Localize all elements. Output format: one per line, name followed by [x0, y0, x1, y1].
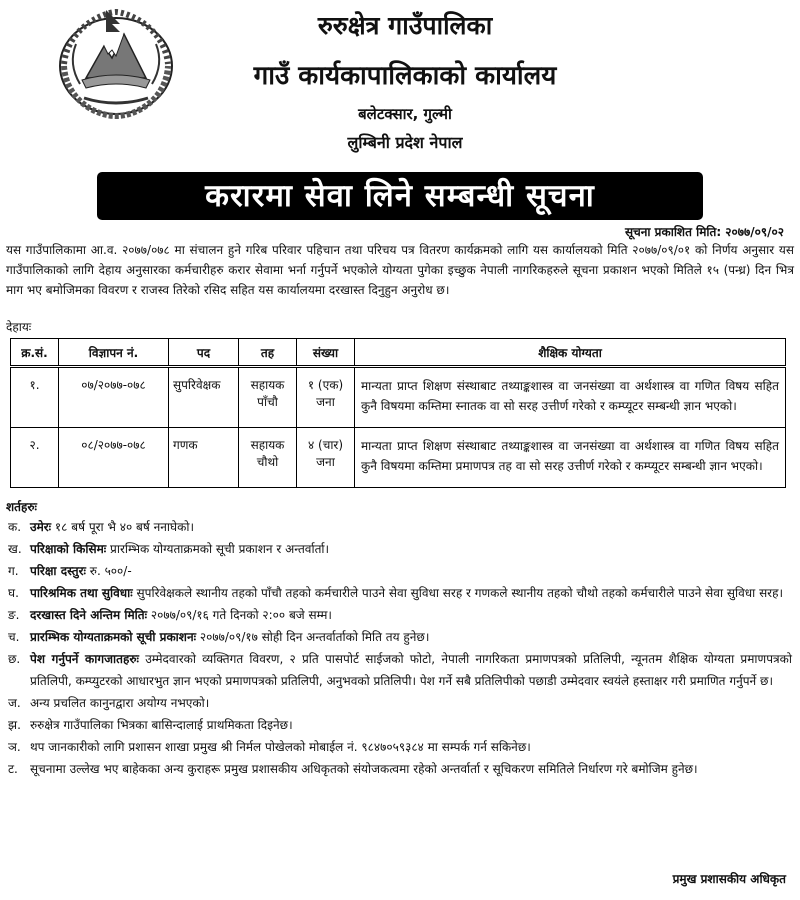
list-item [4, 714, 792, 736]
list-item [4, 736, 792, 758]
signature-title: प्रमुख प्रशासकीय अधिकृत [672, 872, 786, 886]
term-label: क. [8, 520, 22, 534]
term-label: ख. [8, 542, 22, 556]
term-label: घ. [8, 586, 19, 600]
header-serial: क्र.सं. [11, 339, 59, 367]
header-qualification: शैक्षिक योग्यता [355, 339, 786, 367]
term-label: झ. [8, 718, 21, 732]
office-address: बलेटक्सार, गुल्मी [358, 105, 452, 123]
list-item [4, 538, 792, 560]
cell-level: सहायक चौथो [239, 428, 297, 488]
term-title: उमेरः [30, 520, 52, 534]
list-item [4, 604, 792, 626]
term-label: ङ. [8, 608, 20, 622]
cell-adv-no: ०७/२०७७-०७८ [59, 367, 169, 428]
province-name: लुम्बिनी प्रदेश नेपाल [347, 133, 463, 152]
vacancy-table [10, 338, 786, 488]
office-name: गाउँ कार्यकापालिकाको कार्यालय [253, 61, 557, 91]
term-label: छ. [8, 652, 21, 666]
cell-count: ४ (चार) जना [297, 428, 355, 488]
header-post: पद [169, 339, 239, 367]
term-text: अन्य प्रचलित कानुनद्वारा अयोग्य नभएको। [30, 696, 210, 710]
cell-post: सुपरिवेक्षक [169, 367, 239, 428]
list-item [4, 648, 792, 692]
term-text: उम्मेदवारको व्यक्तिगत विवरण, २ प्रति पासपोर्ट साईजको फोटो, नेपाली नागरिकता प्रमाणपत्रको प्रतिलिपी, न्यूनतम शैक्षिक योग्यता प्रमाणपत्रको प्रतिलिपी, कम्प्युटरको आधारभुत ज्ञान भएको प्रमाणपत्रको प्रतिलिपी, अनुभवको प्रतिलिपी। पेश गर्ने सबै प्रतिलिपीको पछाडी उम्मेदवार स्वयंले हस्ताक्षर गरी प्रमाणित गर्नुपर्ने छ। [30, 652, 792, 688]
term-text: २०७७/०९/१७ सोही दिन अन्तर्वार्ताको मिति तय हुनेछ। [199, 630, 430, 644]
cell-qualification: मान्यता प्राप्त शिक्षण संस्थाबाट तथ्याङ्कशास्त्र वा जनसंख्या वा अर्थशास्त्र वा गणित विषय सहित कुनै विषयमा कम्तिमा स्नातक वा सो सरह उत्तीर्ण गरेको र कम्प्यूटर सम्बन्धी ज्ञान भएको। [355, 367, 786, 428]
term-text: २०७७/०९/१६ गते दिनको २:०० बजे सम्म। [150, 608, 332, 622]
term-text: सुपरिवेक्षकले स्थानीय तहको पाँचौ तहको कर्मचारीले पाउने सेवा सुविधा सरह र गणकले स्थानीय तहको चौथो तहको कर्मचारीले पाउने सेवा सुविधा सरह। [136, 586, 784, 600]
list-item [4, 758, 792, 780]
table-row [11, 367, 786, 428]
term-title: परिक्षा दस्तुरः [30, 564, 86, 578]
term-title: प्रारम्भिक योग्यताक्रमको सूची प्रकाशनः [30, 630, 197, 644]
table-row [11, 428, 786, 488]
term-text: सूचनामा उल्लेख भए बाहेकका अन्य कुराहरू प्रमुख प्रशासकीय अधिकृतको संयोजकत्वमा रहेको अन्तर्वार्ता र सूचिकरण समितिले निर्धारण गरे बमोजिम हुनेछ। [30, 762, 698, 776]
term-text: थप जानकारीको लागि प्रशासन शाखा प्रमुख श्री निर्मल पोखेलको मोबाईल नं. ९८४७०५९३८४ मा सम्पर्क गर्न सकिनेछ। [30, 740, 531, 754]
cell-serial: १. [11, 367, 59, 428]
cell-post: गणक [169, 428, 239, 488]
term-title: दरखास्त दिने अन्तिम मितिः [30, 608, 148, 622]
list-item [4, 626, 792, 648]
term-label: ञ. [8, 740, 21, 754]
term-title: पारिश्रमिक तथा सुविधाः [30, 586, 133, 600]
term-text: १८ बर्ष पूरा भै ४० बर्ष ननाघेको। [54, 520, 195, 534]
term-label: ग. [8, 564, 19, 578]
header-adv-no: विज्ञापन नं. [59, 339, 169, 367]
notice-title-banner: करारमा सेवा लिने सम्बन्धी सूचना [97, 172, 703, 220]
term-text: रुरुक्षेत्र गाउँपालिका भित्रका बासिन्दालाई प्राथमिकता दिइनेछ। [30, 718, 293, 732]
list-item [4, 582, 792, 604]
dehaay-label: देहायः [6, 320, 32, 334]
cell-count: १ (एक) जना [297, 367, 355, 428]
list-item [4, 516, 792, 538]
list-item [4, 560, 792, 582]
term-title: परिक्षाको किसिमः [30, 542, 107, 556]
cell-level: सहायक पाँचौ [239, 367, 297, 428]
list-item [4, 692, 792, 714]
table-header-row [11, 339, 786, 367]
cell-serial: २. [11, 428, 59, 488]
term-label: ज. [8, 696, 21, 710]
cell-qualification: मान्यता प्राप्त शिक्षण संस्थाबाट तथ्याङ्कशास्त्र वा जनसंख्या वा अर्थशास्त्र वा गणित विषय सहित कुनै विषयमा कम्तिमा प्रमाणपत्र तह वा सो सरह उत्तीर्ण गरेको र कम्प्यूटर सम्बन्धी ज्ञान भएको। [355, 428, 786, 488]
nepal-government-emblem-icon [46, 4, 186, 122]
header-level: तह [239, 339, 297, 367]
term-text: रु. ५००/- [89, 564, 132, 578]
intro-paragraph: यस गाउँपालिकामा आ.व. २०७७/०७८ मा संचालन हुने गरिब परिवार पहिचान तथा परिचय पत्र वितरण कार्यक्रमको लागि यस कार्यालयको मिति २०७७/०९/०१ को निर्णय अनुसार यस गाउँपालिकाको लागि देहाय अनुसारका कर्मचारीहरु करार सेवामा भर्ना गर्नुपर्ने भएकोले योग्यता पुगेका इच्छुक नेपाली नागरिकहरुले सूचना प्रकाशन भएको मितिले १५ (पन्ध्र) दिन भित्र माग भए बमोजिमका विवरण र राजस्व तिरेको रसिद सहित यस कार्यालयमा दरखास्त दिनुहुन अनुरोध छ। [6, 243, 794, 297]
terms-heading: शर्तहरुः [6, 500, 37, 514]
term-title: पेश गर्नुपर्ने कागजातहरुः [30, 652, 139, 666]
header-count: संख्या [297, 339, 355, 367]
municipality-name: रुरुक्षेत्र गाउँपालिका [317, 11, 493, 40]
term-label: ट. [8, 762, 18, 776]
term-text: प्रारम्भिक योग्यताक्रमको सूची प्रकाशन र अन्तर्वार्ता। [110, 542, 330, 556]
publication-date: सूचना प्रकाशित मिति: २०७७/०९/०२ [624, 225, 784, 239]
cell-adv-no: ०८/२०७७-०७८ [59, 428, 169, 488]
terms-list [4, 516, 792, 780]
term-label: च. [8, 630, 20, 644]
